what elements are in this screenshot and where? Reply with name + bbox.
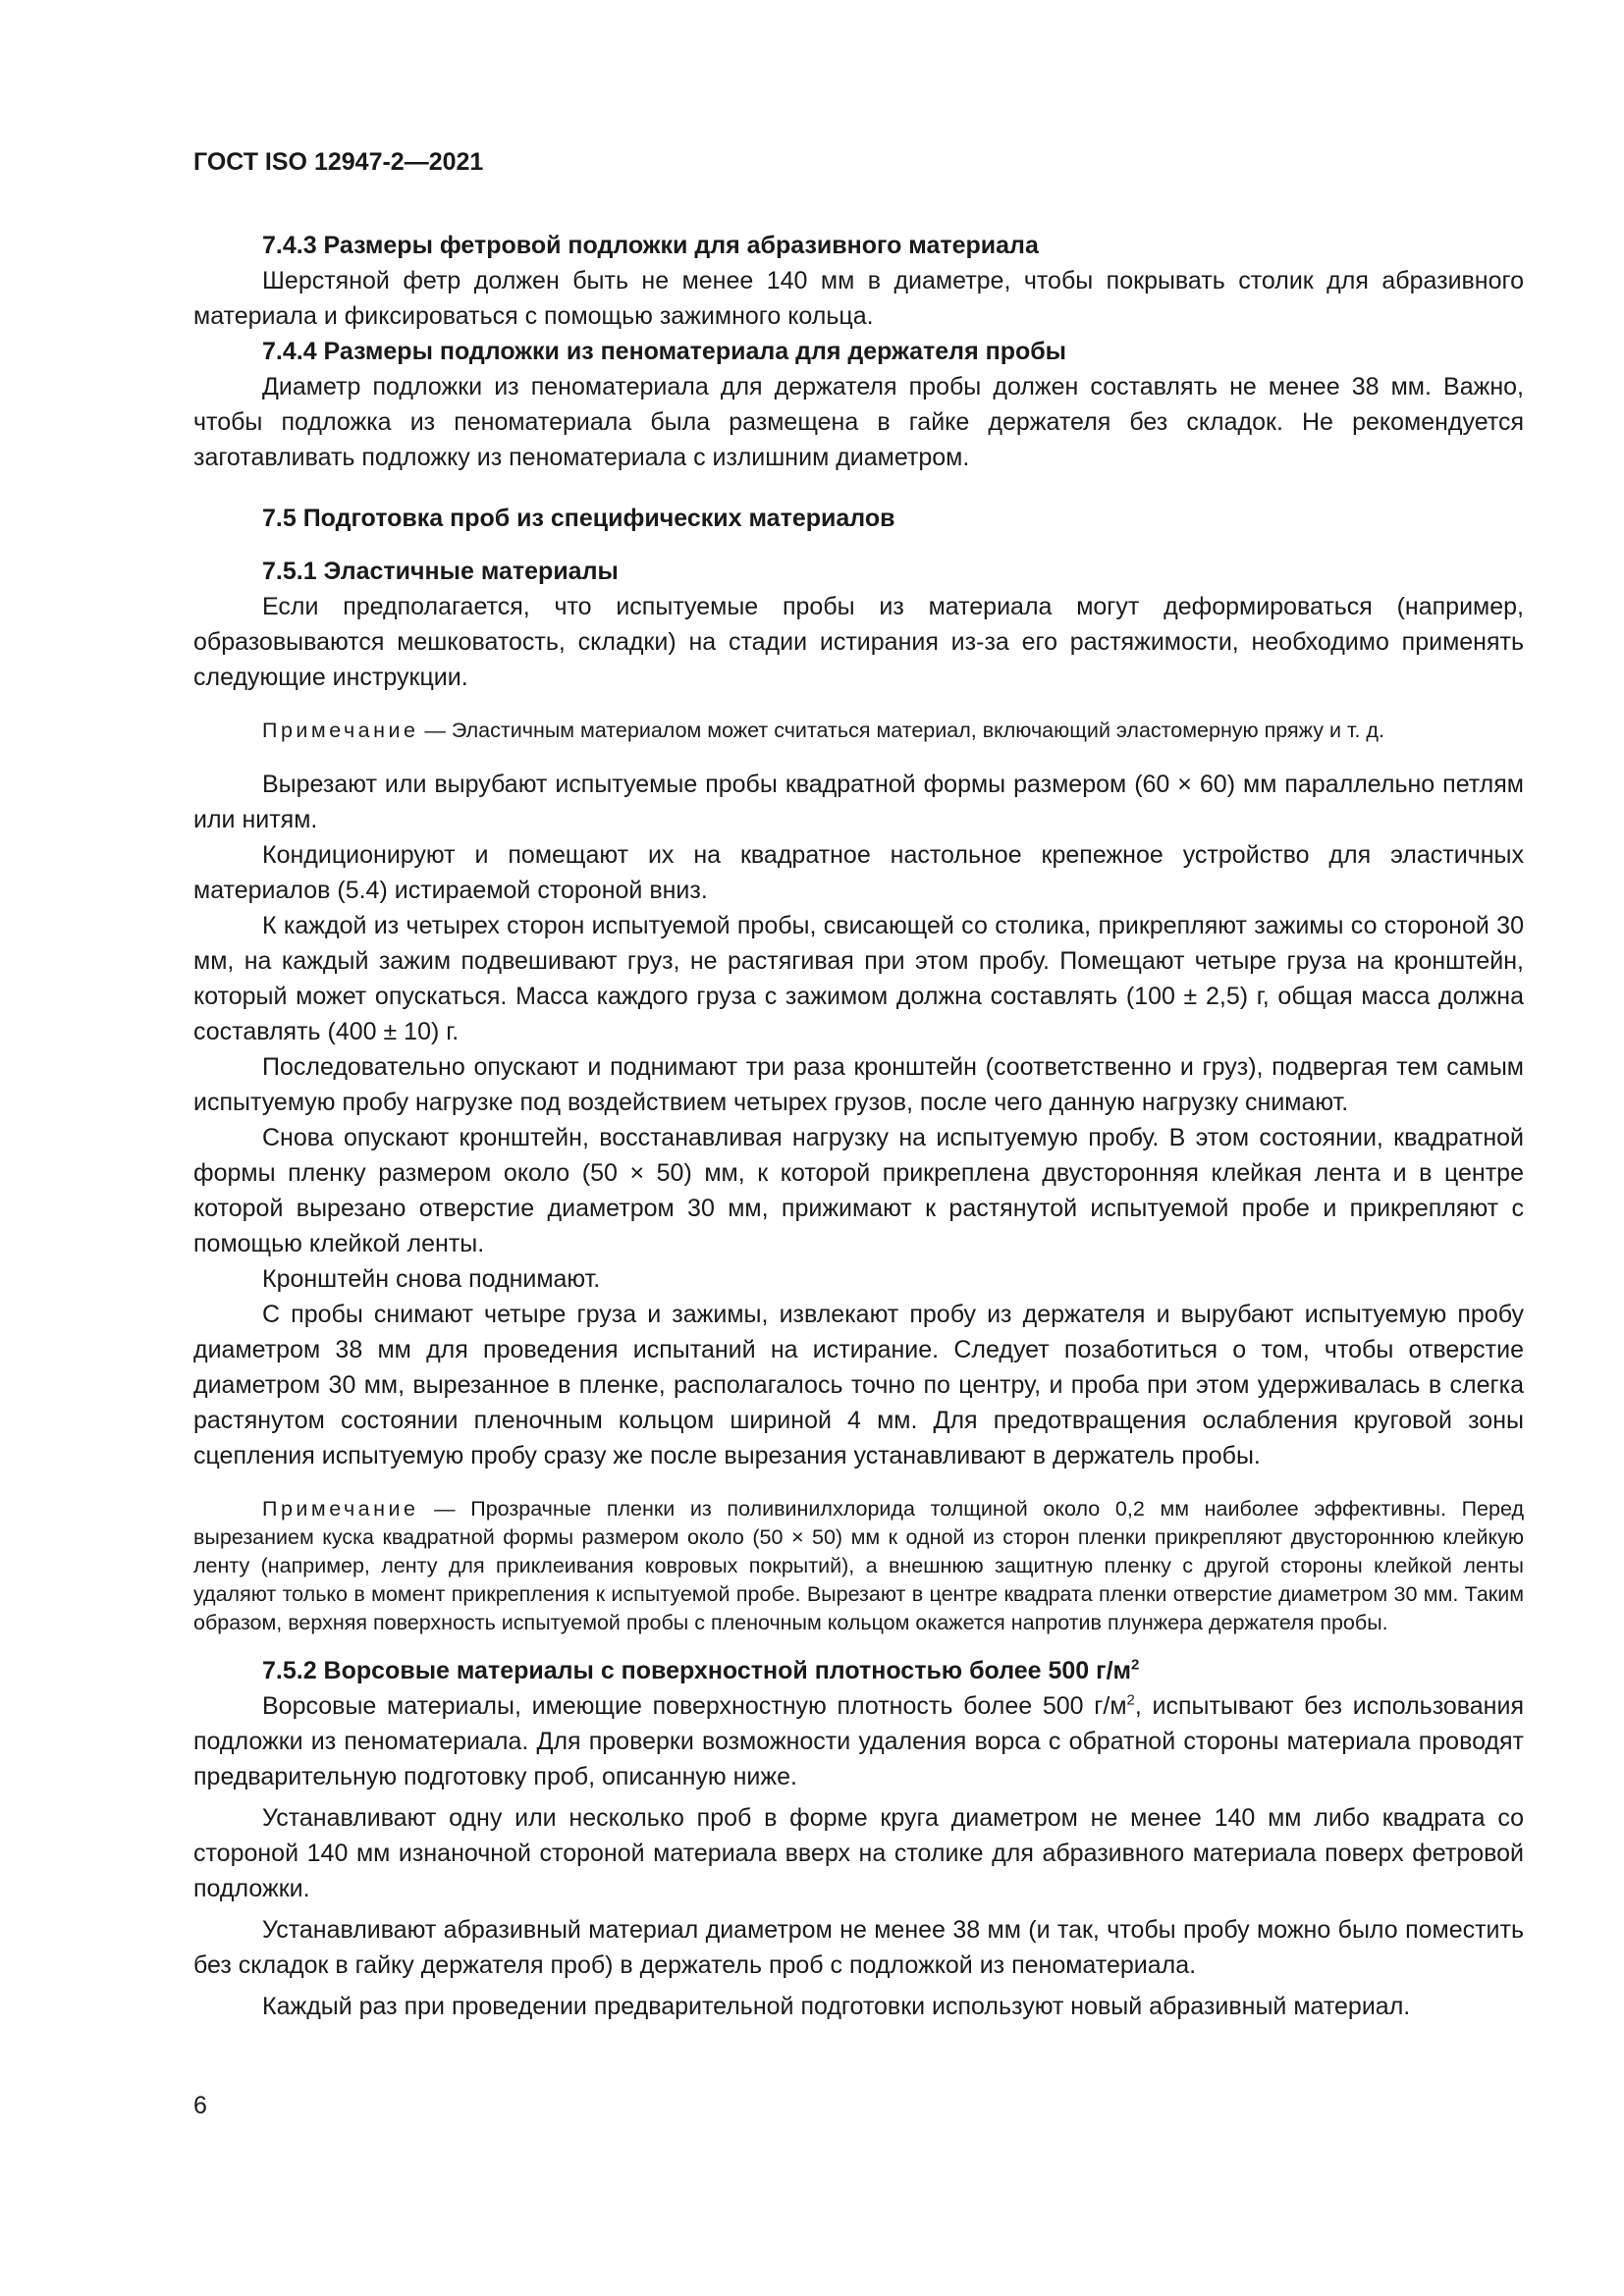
paragraph: Кронштейн снова поднимают. [262,1265,601,1293]
paragraph: С пробы снимают четыре груза и зажимы, извлекают пробу из держателя и вырубают испытуемую пробу диаметром 38 мм для проведения испытаний на истирание. Следует позаботиться о том, чтобы отверстие диаметром 30 мм, вырезанное в пленке, располагалось точно по центру, и проба при этом удерживалась в слегка растянутом состоянии пленочным кольцом шириной 4 мм. Для предотвращения ослабления круговой зоны сцепления испытуемую пробу сразу же после вырезания устанавливают в держатель пробы. [193,1301,1524,1469]
paragraph: Диаметр подложки из пеноматериала для держателя пробы должен составлять не менее 38 мм. Важно, чтобы подложка из пеноматериала была размещена в гайке держателя без складок. Не рекомендуется заготавливать подложку из пеноматериала с излишним диаметром. [193,373,1524,471]
heading-text: 7.5.2 Ворсовые материалы с поверхностной плотностью более 500 г/м [262,1657,1132,1684]
note-lead: Примечание [262,719,419,742]
note [193,1495,1524,1637]
heading-7-4-3: 7.4.3 Размеры фетровой подложки для абразивного материала [262,232,1039,259]
note-lead: Примечание [262,1497,419,1521]
paragraph: Каждый раз при проведении предварительной подготовки используют новый абразивный материал. [262,1993,1411,2020]
paragraph: Если предполагается, что испытуемые пробы из материала могут деформироваться (например, образовываются мешковатость, складки) на стадии истирания из-за его растяжимости, необходимо применять следующие инструкции. [193,593,1524,691]
standard-designation: ГОСТ ISO 12947-2—2021 [193,148,484,176]
text: Ворсовые материалы, имеющие поверхностную плотность более 500 г/м [262,1692,1127,1720]
superscript: 2 [1131,1656,1140,1674]
paragraph: Устанавливают одну или несколько проб в форме круга диаметром не менее 140 мм либо квадрата со стороной 140 мм изнаночной стороной материала вверх на столике для абразивного материала поверх фетровой подложки. [193,1804,1524,1902]
paragraph: Снова опускают кронштейн, восстанавливая нагрузку на испытуемую пробу. В этом состоянии, квадратной формы пленку размером около (50 × 50) мм, к которой прикреплена двусторонняя клейкая лента и в центре которой вырезано отверстие диаметром 30 мм, прижимают к растянутой испытуемой пробе и прикрепляют с помощью клейкой ленты. [193,1124,1524,1257]
paragraph: Последовательно опускают и поднимают три раза кронштейн (соответственно и груз), подвергая тем самым испытуемую пробу нагрузке под воздействием четырех грузов, после чего данную нагрузку снимают. [193,1053,1524,1116]
heading-7-5-2 [193,1653,1524,1688]
paragraph [193,1688,1524,1794]
document-page [193,147,1524,2024]
page-number: 6 [193,2092,207,2119]
paragraph: Шерстяной фетр должен быть не менее 140 мм в диаметре, чтобы покрывать столик для абразивного материала и фиксироваться с помощью зажимного кольца. [193,267,1524,330]
paragraph: Устанавливают абразивный материал диаметром не менее 38 мм (и так, чтобы пробу можно было поместить без складок в гайку держателя проб) в держатель проб с подложкой из пеноматериала. [193,1916,1524,1979]
note-text: — Эластичным материалом может считаться материал, включающий эластомерную пряжу и т. д. [418,719,1384,742]
note [193,717,1524,745]
paragraph: Вырезают или вырубают испытуемые пробы квадратной формы размером (60 × 60) мм параллельно петлям или нитям. [193,771,1524,833]
text: , испытывают без использования подложки из пеноматериала. Для проверки возможности удаления ворса с обратной стороны материала проводят предварительную подготовку проб, описанную ниже. [193,1692,1524,1790]
superscript: 2 [1126,1691,1135,1709]
heading-7-4-4: 7.4.4 Размеры подложки из пеноматериала для держателя пробы [262,338,1067,365]
paragraph: К каждой из четырех сторон испытуемой пробы, свисающей со столика, прикрепляют зажимы со стороной 30 мм, на каждый зажим подвешивают груз, не растягивая при этом пробу. Помещают четыре груза на кронштейн, который может опускаться. Масса каждого груза с зажимом должна составлять (100 ± 2,5) г, общая масса должна составлять (400 ± 10) г. [193,912,1524,1045]
note-text: — Прозрачные пленки из поливинилхлорида толщиной около 0,2 мм наиболее эффективны. Перед вырезанием куска квадратной формы размером около (50 × 50) мм к одной из сторон пленки прикрепляют двустороннюю клейкую ленту (например, ленту для приклеивания ковровых покрытий), а внешнюю защитную пленку с другой стороны клейкой ленты удаляют только в момент прикрепления к испытуемой пробе. Вырезают в центре квадрата пленки отверстие диаметром 30 мм. Таким образом, верхняя поверхность испытуемой пробы с пленочным кольцом окажется напротив плунжера держателя пробы. [193,1497,1524,1634]
heading-7-5: 7.5 Подготовка проб из специфических материалов [262,505,895,532]
heading-7-5-1: 7.5.1 Эластичные материалы [262,558,619,585]
paragraph: Кондиционируют и помещают их на квадратное настольное крепежное устройство для эластичных материалов (5.4) истираемой стороной вниз. [193,841,1524,904]
